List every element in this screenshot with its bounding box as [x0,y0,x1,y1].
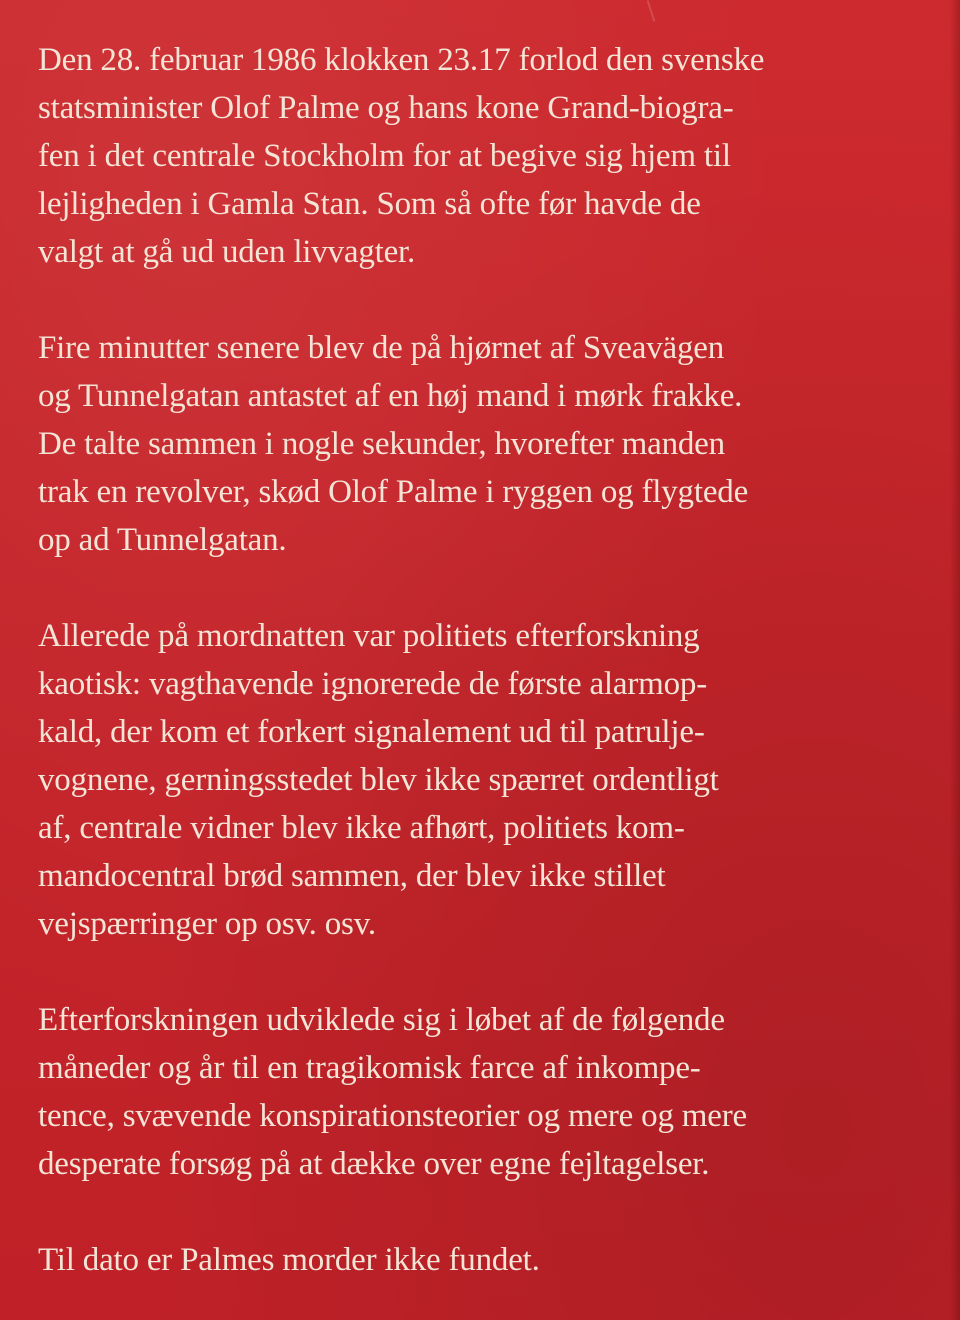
text-line: Efterforskningen udviklede sig i løbet af de følgende [38,1002,725,1038]
paragraph-2 [38,324,938,564]
text-line: op ad Tunnelgatan. [38,522,287,558]
text-line: af, centrale vidner blev ikke afhørt, politiets kom- [38,810,685,846]
text-line: valgt at gå ud uden livvagter. [38,234,416,270]
text-line: kaotisk: vagthavende ignorerede de første alarmop- [38,666,707,702]
text-line: trak en revolver, skød Olof Palme i ryggen og flygtede [38,474,749,510]
text-line: fen i det centrale Stockholm for at begive sig hjem til [38,138,731,174]
text-line: tence, svævende konspirationsteorier og mere og mere [38,1098,747,1134]
text-line: måneder og år til en tragikomisk farce af inkompe- [38,1050,701,1086]
text-line: og Tunnelgatan antastet af en høj mand i mørk frakke. [38,378,743,414]
text-line: mandocentral brød sammen, der blev ikke stillet [38,858,666,894]
text-line: Fire minutter senere blev de på hjørnet af Sveavägen [38,330,725,366]
paragraph-1 [38,36,938,276]
text-line: statsminister Olof Palme og hans kone Grand-biogra- [38,90,734,126]
paragraph-3 [38,612,938,948]
blurb-text [38,36,938,1320]
cover-edge-shadow [950,0,960,1320]
text-line: vognene, gerningsstedet blev ikke spærret ordentligt [38,762,719,798]
text-line: Til dato er Palmes morder ikke fundet. [38,1242,540,1278]
text-line: desperate forsøg på at dække over egne fejltagelser. [38,1146,710,1182]
text-line: Allerede på mordnatten var politiets efterforskning [38,618,700,654]
text-line: kald, der kom et forkert signalement ud til patrulje- [38,714,705,750]
paragraph-5 [38,1236,938,1284]
text-line: De talte sammen i nogle sekunder, hvorefter manden [38,426,725,462]
paragraph-4 [38,996,938,1188]
text-line: vejspærringer op osv. osv. [38,906,376,942]
paper-crease [647,0,656,22]
text-line: lejligheden i Gamla Stan. Som så ofte før havde de [38,186,701,222]
text-line: Den 28. februar 1986 klokken 23.17 forlod den svenske [38,42,765,78]
